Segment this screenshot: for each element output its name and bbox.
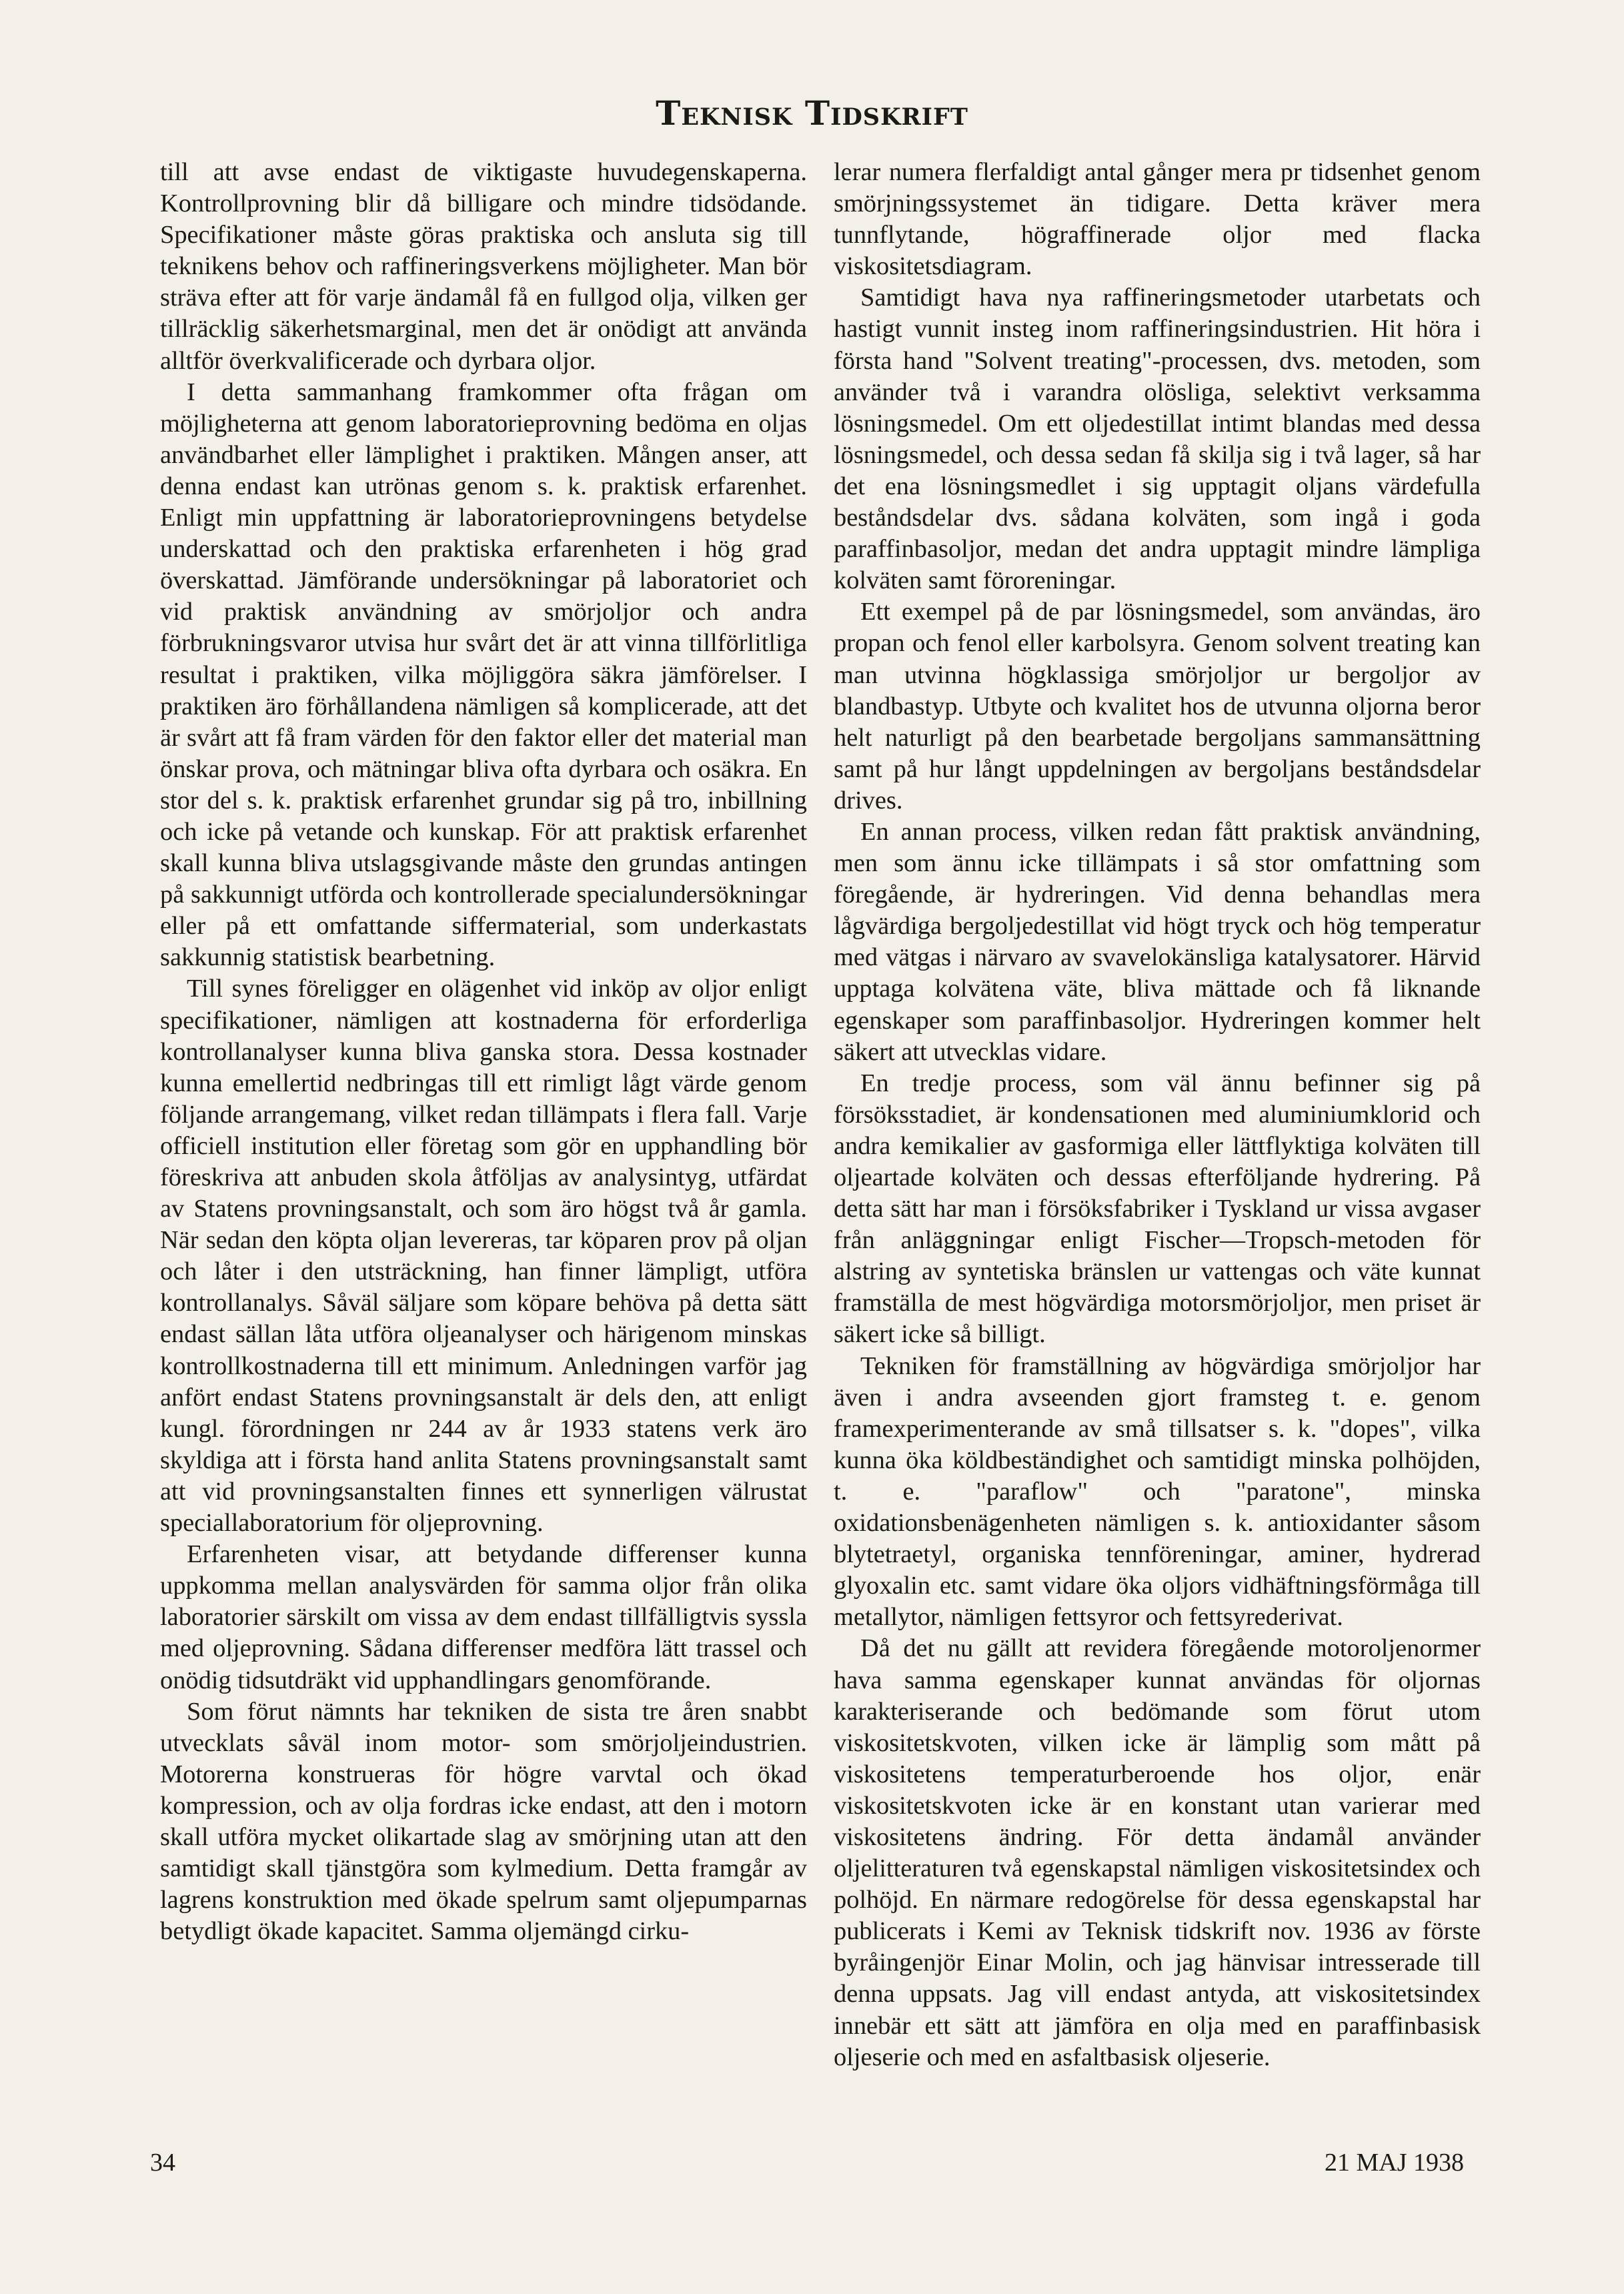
paragraph: Då det nu gällt att revidera föregående motoroljenormer hava samma egenskaper kunnat användas för oljornas karakteriserande och bedömande som förut utom viskositetskvoten, vilken icke är lämplig som mått på viskositetens temperaturberoende hos oljor, enär viskositetskvoten icke är en konstant utan varierar med viskositetens ändring. För detta ändamål använder oljelitteraturen två egenskapstal nämligen viskositetsindex och polhöjd. En närmare redogörelse för dessa egenskapstal har publicerats i Kemi av Teknisk tidskrift nov. 1936 av förste byråingenjör Einar Molin, och jag hänvisar intresserade till denna uppsats. Jag vill endast antyda, att viskositetsindex innebär ett sätt att jämföra en olja med en paraffinbasisk oljeserie och med en asfaltbasisk oljeserie. [834, 1634, 1481, 2071]
paragraph: till att avse endast de viktigaste huvudegenskaperna. Kontrollprovning blir då billigare och mindre tidsödande. Specifikationer måste göras praktiska och ansluta sig till teknikens behov och raffineringsverkens möjligheter. Man bör sträva efter att för varje ändamål få en fullgod olja, vilken ger tillräcklig säkerhetsmarginal, men det är onödigt att använda alltför överkvalificerade och dyrbara oljor. [160, 158, 807, 375]
page-number: 34 [150, 2149, 175, 2177]
paragraph: En tredje process, som väl ännu befinner sig på försöksstadiet, är kondensationen med aluminiumklorid och andra kemikalier av gasformiga eller lättflyktiga kolväten till oljeartade kolväten och dessas efterföljande hydrering. På detta sätt har man i försöksfabriker i Tyskland ur vissa avgaser från anläggningar enligt Fischer—Tropsch-metoden för alstring av syntetiska bränslen ur vattengas och väte kunnat framställa de mest högvärdiga motorsmörjoljor, men priset är säkert icke så billigt. [834, 1069, 1481, 1349]
paragraph: Erfarenheten visar, att betydande differenser kunna uppkomma mellan analysvärden för samma oljor från olika laboratorier särskilt om vissa av dem endast tillfälligtvis syssla med oljeprovning. Sådana differenser medföra lätt trassel och onödig tidsutdräkt vid upphandlingars genomförande. [160, 1540, 807, 1694]
issue-date: 21 MAJ 1938 [1324, 2149, 1464, 2177]
paragraph: I detta sammanhang framkommer ofta frågan om möjligheterna att genom laboratorieprovning bedöma en oljas användbarhet eller lämplighet i praktiken. Mången anser, att denna endast kan utrönas genom s. k. praktisk erfarenhet. Enligt min uppfattning är laboratorieprovningens betydelse underskattad och den praktiska erfarenheten i hög grad överskattad. Jämförande undersökningar på laboratoriet och vid praktisk användning av smörjoljor och andra förbrukningsvaror utvisa hur svårt det är att vinna tillförlitliga resultat i praktiken, vilka möjliggöra säkra jämförelser. I praktiken äro förhållandena nämligen så komplicerade, att det är svårt att få fram värden för den faktor eller det material man önskar prova, och mätningar bliva ofta dyrbara och osäkra. En stor del s. k. praktisk erfarenhet grundar sig på tro, inbillning och icke på vetande och kunskap. För att praktisk erfarenhet skall kunna bliva utslagsgivande måste den grundas antingen på sakkunnigt utförda och kontrollerade specialundersökningar eller på ett omfattande siffermaterial, som underkastats sakkunnig statistisk bearbetning. [160, 378, 807, 972]
right-column [834, 157, 1481, 2125]
paragraph: Samtidigt hava nya raffineringsmetoder utarbetats och hastigt vunnit insteg inom raffineringsindustrien. Hit höra i första hand "Solvent treating"-processen, dvs. metoden, som använder två i varandra olösliga, selektivt verksamma lösningsmedel. Om ett oljedestillat intimt blandas med dessa lösningsmedel, och dessa sedan få skilja sig i två lager, så har det ena lösningsmedlet i sig upptagit oljans värdefulla beståndsdelar dvs. sådana kolväten, som ingå i goda paraffinbasoljor, medan det andra upptagit mindre lämpliga kolväten samt föroreningar. [834, 283, 1481, 595]
left-column [160, 157, 807, 2125]
paragraph: En annan process, vilken redan fått praktisk användning, men som ännu icke tillämpats i så stor omfattning som föregående, är hydreringen. Vid denna behandlas mera lågvärdiga bergoljedestillat vid högt tryck och hög temperatur med vätgas i närvaro av svavelokänsliga katalysatorer. Härvid upptaga kolvätena väte, bliva mättade och få liknande egenskaper som paraffinbasoljor. Hydreringen kommer helt säkert att utvecklas vidare. [834, 817, 1481, 1066]
paragraph: Tekniken för framställning av högvärdiga smörjoljor har även i andra avseenden gjort framsteg t. e. genom framexperimenterande av små tillsatser s. k. "dopes", vilka kunna öka köldbeständighet och samtidigt minska polhöjden, t. e. "paraflow" och "paratone", minska oxidationsbenägenheten nämligen s. k. antioxidanter såsom blytetraetyl, organiska tennföreningar, aminer, hydrerad glyoxalin etc. samt vidare öka oljors vidhäftningsförmåga till metallytor, nämligen fettsyror och fettsyrederivat. [834, 1351, 1481, 1632]
paragraph: lerar numera flerfaldigt antal gånger mera pr tidsenhet genom smörjningssystemet än tidigare. Detta kräver mera tunnflytande, högraffinerade oljor med flacka viskositetsdiagram. [834, 158, 1481, 281]
journal-masthead: Teknisk Tidskrift [656, 93, 968, 133]
paragraph: Till synes föreligger en olägenhet vid inköp av oljor enligt specifikationer, nämligen att kostnaderna för erforderliga kontrollanalyser kunna bliva ganska stora. Dessa kostnader kunna emellertid nedbringas till ett rimligt lågt värde genom följande arrangemang, vilket redan tillämpats i flera fall. Varje officiell institution eller företag som gör en upphandling bör föreskriva att anbuden skola åtföljas av analysintyg, utfärdat av Statens provningsanstalt, och som äro högst två år gamla. När sedan den köpta oljan levereras, tar köparen prov på oljan och låter i den utsträckning, han finner lämpligt, utföra kontrollanalys. Såväl säljare som köpare behöva på detta sätt endast sällan låta utföra oljeanalyser och härigenom minskas kontrollkostnaderna till ett minimum. Anledningen varför jag anfört endast Statens provningsanstalt är dels den, att enligt kungl. förordningen nr 244 av år 1933 statens verk äro skyldiga att i första hand anlita Statens provningsanstalt samt att vid provningsanstalten finnes ett synnerligen välrustat speciallaboratorium för oljeprovning. [160, 975, 807, 1538]
paragraph: Ett exempel på de par lösningsmedel, som användas, äro propan och fenol eller karbolsyra. Genom solvent treating kan man utvinna högklassiga smörjoljor ur bergoljor av blandbastyp. Utbyte och kvalitet hos de utvunna oljorna beror helt naturligt på den bearbetade bergoljans sammansättning samt på hur långt uppdelningen av bergoljans beståndsdelar drives. [834, 598, 1481, 814]
paragraph: Som förut nämnts har tekniken de sista tre åren snabbt utvecklats såväl inom motor- som smörjoljeindustrien. Motorerna konstrueras för högre varvtal och ökad kompression, och av olja fordras icke endast, att den i motorn skall utföra mycket olikartade slag av smörjning utan att den samtidigt skall tjänstgöra som kylmedium. Detta framgår av lagrens konstruktion med ökade spelrum samt oljepumparnas betydligt ökade kapacitet. Samma oljemängd cirku- [160, 1697, 807, 1946]
